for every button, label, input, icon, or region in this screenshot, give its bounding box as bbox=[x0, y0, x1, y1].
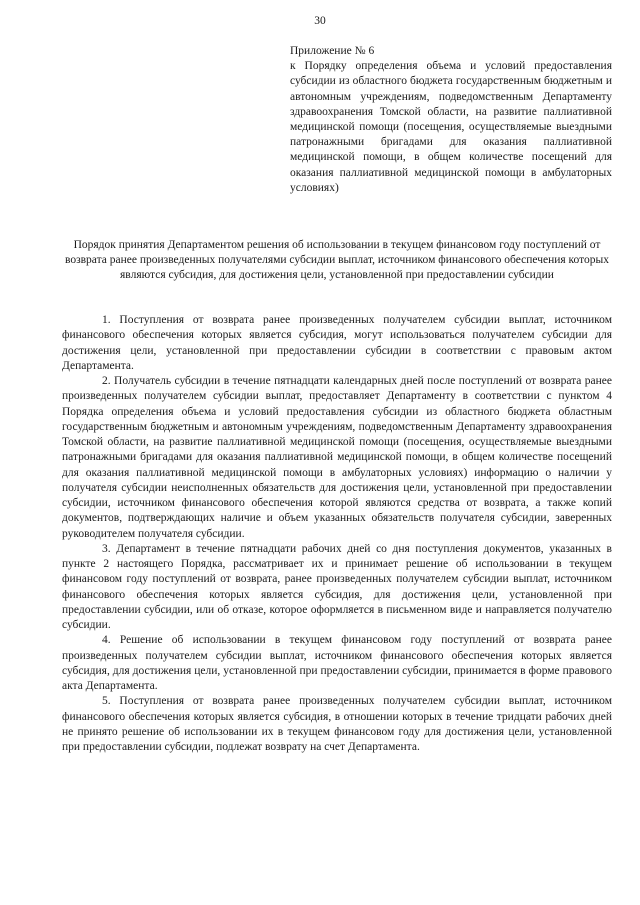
document-body bbox=[62, 313, 612, 755]
document-title: Порядок принятия Департаментом решения об использовании в текущем финансовом году поступлений от возврата ранее произведенных получателями субсидии выплат, источником финансового обеспечения которых являются субсидия, для достижения цели, установленной при предоставлении субсидии bbox=[64, 239, 610, 282]
paragraph-4: 4. Решение об использовании в текущем финансовом году поступлений от возврата ранее произведенных получателем субсидии выплат, источником финансового обеспечения которых является субсидия, для достижения цели, установленной при предоставлении субсидии, принимается в форме правового акта Департамента. bbox=[62, 634, 612, 692]
paragraph-5: 5. Поступления от возврата ранее произведенных получателем субсидии выплат, источником финансового обеспечения которых является субсидия, в отношении которых в течение тридцати рабочих дней не принято решение об использовании их в текущем финансовом году для достижения цели, установленной при предоставлении субсидии, подлежат возврату на счет Департамента. bbox=[62, 695, 612, 753]
page-number: 30 bbox=[314, 15, 326, 27]
paragraph-2: 2. Получатель субсидии в течение пятнадцати календарных дней после поступлений от возврата ранее произведенных получателем субсидии выплат, предоставляет Департаменту в соответствии с пунктом 4 Порядка определения объема и условий предоставления субсидии из областного бюджета областным государственным бюджетным и автономным учреждениям, подведомственным Департаменту здравоохранения Томской области, на развитие паллиативной медицинской помощи (посещения, осуществляемые выездными патронажными бригадами для оказания паллиативной медицинской помощи, в общем количестве посещений для оказания паллиативной медицинской помощи в амбулаторных условиях) информацию о наличии у получателя субсидии неисполненных обязательств для достижения цели, установленной при предоставлении субсидии, источником финансового обеспечения которой являются средства от возврата, а также копий документов, подтверждающих наличие и объем указанных обязательств получателя субсидии, заверенных руководителем получателя субсидии. bbox=[62, 375, 612, 540]
paragraph-1: 1. Поступления от возврата ранее произведенных получателем субсидии выплат, источником финансового обеспечения которых является субсидия, могут использоваться получателем субсидии для достижения цели, установленной при предоставлении субсидии в соответствии с правовым актом Департамента. bbox=[62, 314, 612, 372]
appendix-block bbox=[290, 44, 612, 196]
appendix-title: Приложение № 6 bbox=[290, 45, 375, 57]
paragraph-3: 3. Департамент в течение пятнадцати рабочих дней со дня поступления документов, указанных в пункте 2 настоящего Порядка, рассматривает их и принимает решение об использовании в текущем финансовом году поступлений от возврата, ранее произведенных получателем субсидии выплат, источником финансового обеспечения которых является субсидия, для достижения цели, установленной при предоставлении субсидии, или об отказе, которое оформляется в письменном виде и направляется получателю субсидии. bbox=[62, 542, 612, 631]
appendix-text: к Порядку определения объема и условий предоставления субсидии из областного бюджета государственным бюджетным и автономным учреждениям, подведомственным Департаменту здравоохранения Томской области, на развитие паллиативной медицинской помощи (посещения, осуществляемые выездными патронажными бригадами для оказания паллиативной медицинской помощи, в общем количестве посещений для оказания паллиативной медицинской помощи в амбулаторных условиях) bbox=[290, 60, 612, 194]
